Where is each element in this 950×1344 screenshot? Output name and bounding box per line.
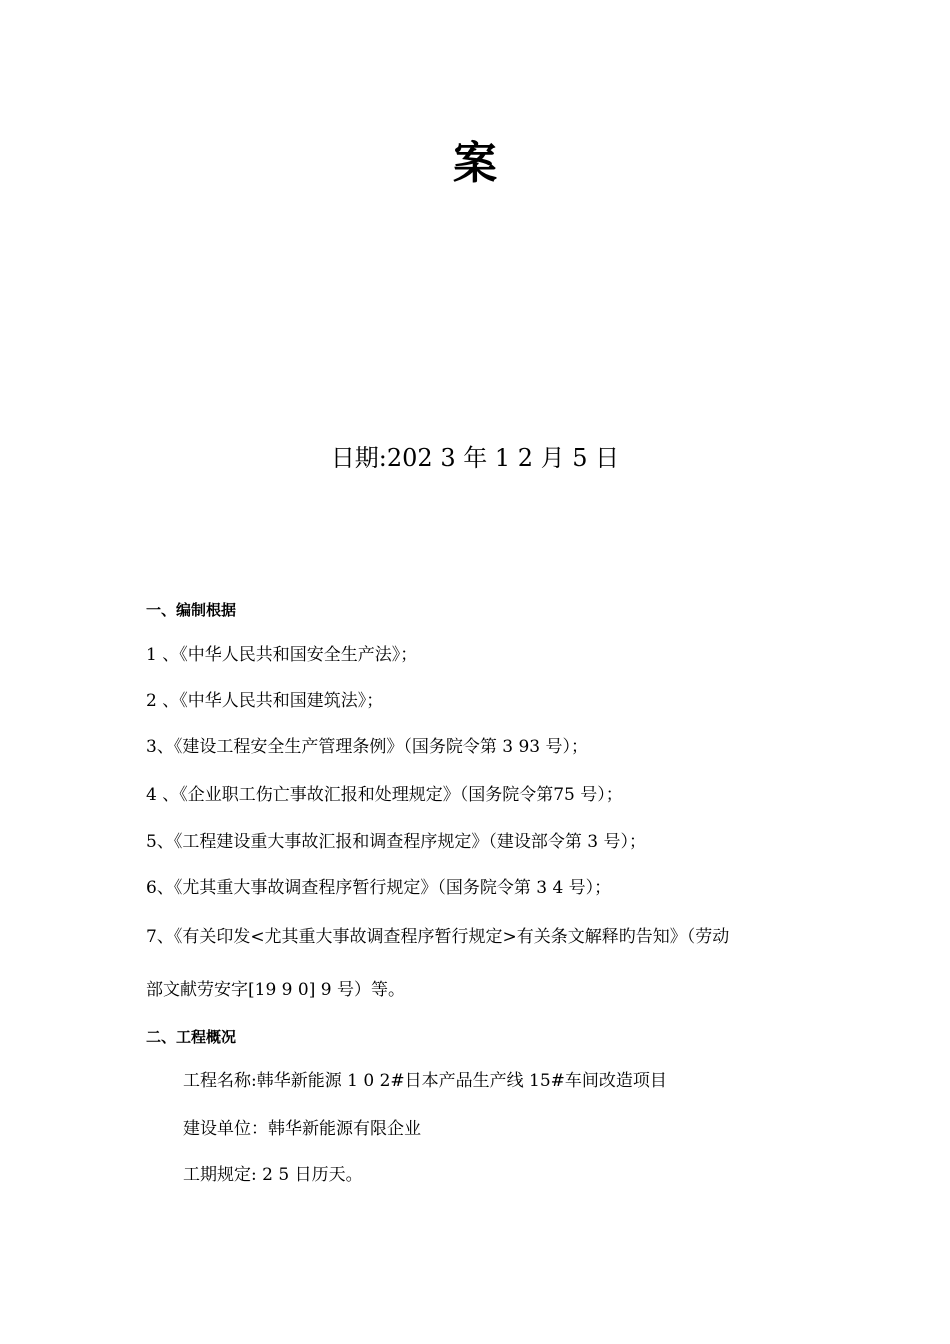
duration: 工期规定: 2 5 日历天。 [183,1165,363,1185]
basis-item-7-continued: 部文献劳安字[19 9 0] 9 号）等。 [146,980,405,1000]
page-title: 案 [453,138,497,189]
basis-item-3: 3、《建设工程安全生产管理条例》（国务院令第 3 93 号）； [146,737,588,757]
basis-item-2: 2 、《中华人民共和国建筑法》； [146,691,384,711]
section-heading-overview: 二、工程概况 [146,1028,237,1046]
basis-item-5: 5、《工程建设重大事故汇报和调查程序规定》（建设部令第 3 号）； [146,832,646,852]
basis-item-6: 6、《尤其重大事故调查程序暂行规定》（国务院令第 3 4 号）； [146,878,612,898]
basis-item-7: 7、《有关印发<尤其重大事故调查程序暂行规定>有关条文解释旳告知》（劳动 [146,927,730,947]
section-heading-basis: 一、编制根据 [146,601,237,619]
basis-item-1: 1 、《中华人民共和国安全生产法》； [146,645,418,665]
date-line: 日期:202 3 年 1 2 月 5 日 [330,444,620,472]
construction-unit: 建设单位：韩华新能源有限企业 [183,1119,421,1139]
project-name: 工程名称:韩华新能源 1 0 2#日本产品生产线 15#车间改造项目 [183,1071,667,1091]
basis-item-4: 4 、《企业职工伤亡事故汇报和处理规定》（国务院令第75 号）； [146,785,623,805]
